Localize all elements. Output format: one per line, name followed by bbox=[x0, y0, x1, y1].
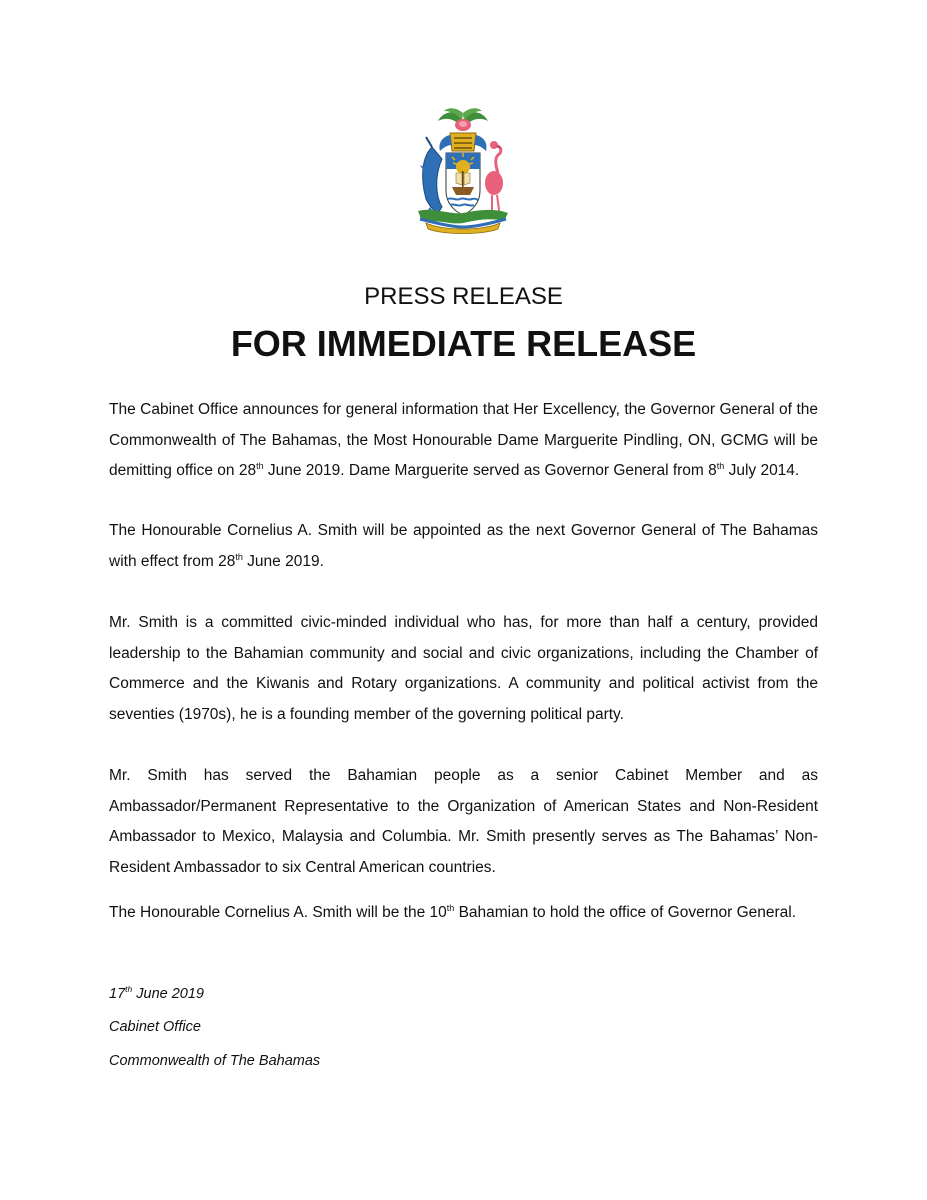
signature-office: Cabinet Office bbox=[109, 1019, 201, 1035]
paragraph-tenth-governor: The Honourable Cornelius A. Smith will be the 10th Bahamian to hold the office of Governor General. bbox=[109, 902, 797, 921]
paragraph-announcement: The Cabinet Office announces for general information that Her Excellency, the Governor General of the Commonwealth of The Bahamas, the Most Honourable Dame Marguerite Pindling, ON, GCMG will be demitting office on 28th June 2019. Dame Marguerite served as Governor General from 8th July 2014. bbox=[109, 401, 818, 479]
page-subtitle: FOR IMMEDIATE RELEASE bbox=[230, 323, 697, 364]
paragraph-service: Mr. Smith has served the Bahamian people as a senior Cabinet Member and as Ambassador/Permanent Representative to the Organization of American States and Non-Resident Ambassador to Mexico, Malaysia and Columbia. Mr. Smith presently serves as The Bahamas’ Non-Resident Ambassador to six Central American countries. bbox=[109, 767, 818, 876]
signature-date: 17th June 2019 bbox=[109, 984, 204, 1002]
paragraph-appointment: The Honourable Cornelius A. Smith will be appointed as the next Governor General of The Bahamas with effect from 28th June 2019. bbox=[109, 522, 818, 570]
signature-country: Commonwealth of The Bahamas bbox=[109, 1053, 321, 1069]
bahamas-coat-of-arms-icon bbox=[412, 107, 514, 235]
paragraph-biography: Mr. Smith is a committed civic-minded individual who has, for more than half a century, provided leadership to the Bahamian community and social and civic organizations, including the Chamber of Commerce and the Kiwanis and Rotary organizations. A community and political activist from the seventies (1970s), he is a founding member of the governing political party. bbox=[109, 614, 818, 723]
page-title: PRESS RELEASE bbox=[364, 283, 563, 310]
